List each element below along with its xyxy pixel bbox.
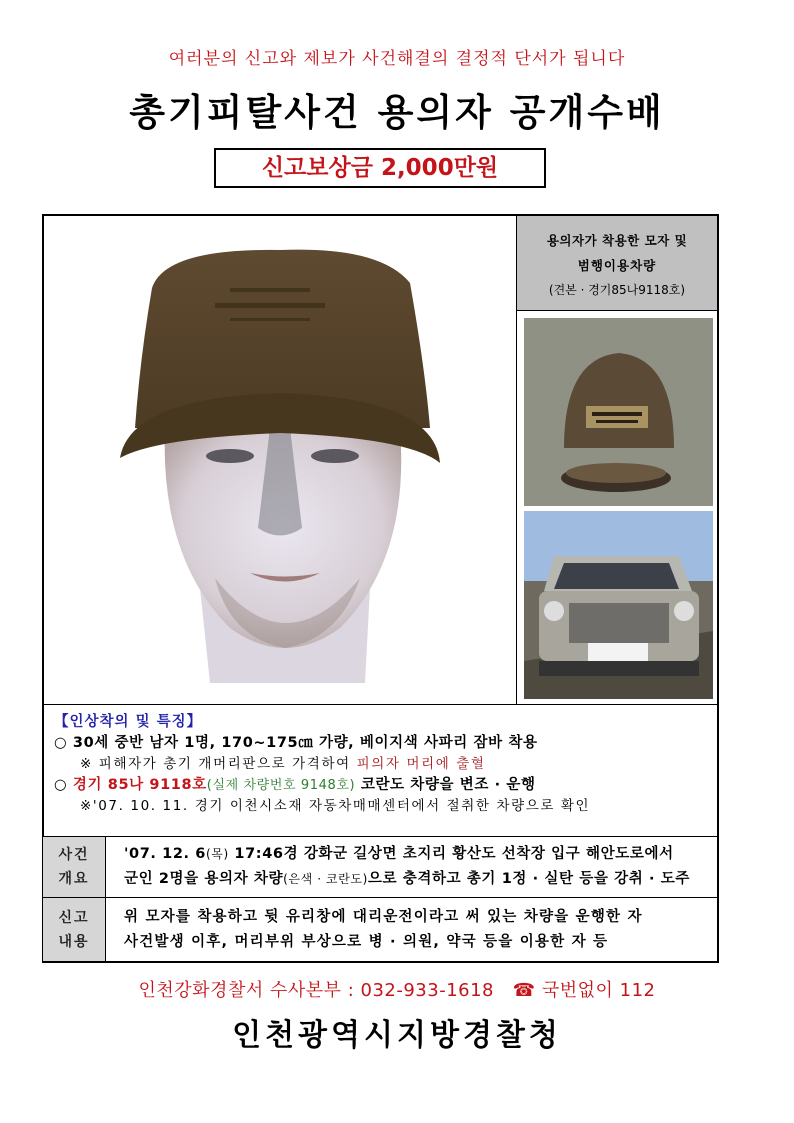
caption-line-2: 범행이용차량 [577,258,657,273]
evidence-caption [517,216,717,310]
features-heading: 【인상착의 및 특징】 [54,714,203,730]
label-line: 신고 [58,909,90,926]
feature-note-1 [54,754,714,775]
circle-bullet-icon: ○ [54,777,68,793]
vehicle-note: (은색 · 코란도) [283,872,368,886]
label-line: 내용 [58,933,90,950]
table-row-report-details [43,898,719,962]
circle-bullet-icon: ○ [54,735,68,751]
feature-note-2: ※'07. 10. 11. 경기 이천시소재 자동차매매센터에서 절취한 차량으로 확인 [80,798,591,814]
date-text: '07. 12. 6 [124,846,206,862]
value-line: 위 모자를 착용하고 뒷 유리창에 대리운전이라고 써 있는 차량을 운행한 자 [124,908,643,925]
note-text: ※ 피해자가 총기 개머리판으로 가격하여 [80,756,357,772]
weekday-text: (목) [206,847,229,861]
location-text: 17:46경 강화군 길상면 초지리 황산도 선착장 입구 해안도로에서 [228,846,674,862]
suspect-sketch-image [80,228,465,683]
note-highlight: 피의자 머리에 출혈 [356,756,486,772]
slogan: 여러분의 신고와 제보가 사건해결의 결정적 단서가 됩니다 [168,49,626,69]
caption-divider [517,310,717,311]
emergency-number[interactable]: 국번없이 112 [541,980,656,1001]
label-line: 사건 [58,847,90,863]
section-divider [42,704,719,705]
event-text: 으로 충격하고 총기 1정 · 실탄 등을 강취 · 도주 [367,871,690,887]
contact-line [0,976,794,1002]
caption-line-3: (견본 · 경기85나9118호) [548,283,686,297]
value-line [124,842,718,867]
row-value [106,837,719,898]
feature-item-2 [54,775,714,796]
feature-item-1 [54,733,714,754]
label-line: 개요 [58,871,90,887]
caption-line-1: 용의자가 착용한 모자 및 [546,233,688,248]
event-text: 군인 2명을 용의자 차량 [124,871,284,887]
license-plate-text: 경기 85나 9118호 [72,777,207,793]
value-line [124,867,718,892]
issuing-agency: 인천광역시지방경찰청 [232,1018,562,1053]
feature-text: 30세 중반 남자 1명, 170~175㎝ 가량, 베이지색 사파리 잠바 착용 [72,735,538,751]
value-line: 사건발생 이후, 머리부위 부상으로 병 · 의원, 약국 등을 이용한 자 등 [124,933,609,950]
reward-banner: 신고보상금 2,000만원 [214,148,546,188]
hat-photo-image [524,318,713,506]
row-label [43,837,106,898]
vehicle-photo-image [524,511,713,699]
suspect-features [54,712,714,817]
phone-icon: ☎ [512,980,536,1001]
feature-text: 코란도 차량을 변조 · 운행 [355,777,536,793]
table-row-case-summary [43,837,719,898]
page-title: 총기피탈사건 용의자 공개수배 [129,91,665,134]
row-label [43,898,106,962]
row-value [106,898,719,962]
case-info-table [42,836,719,962]
investigation-hq-phone[interactable]: 인천강화경찰서 수사본부 : 032-933-1618 [138,980,495,1001]
actual-plate-note: (실제 차량번호 9148호) [206,778,356,793]
